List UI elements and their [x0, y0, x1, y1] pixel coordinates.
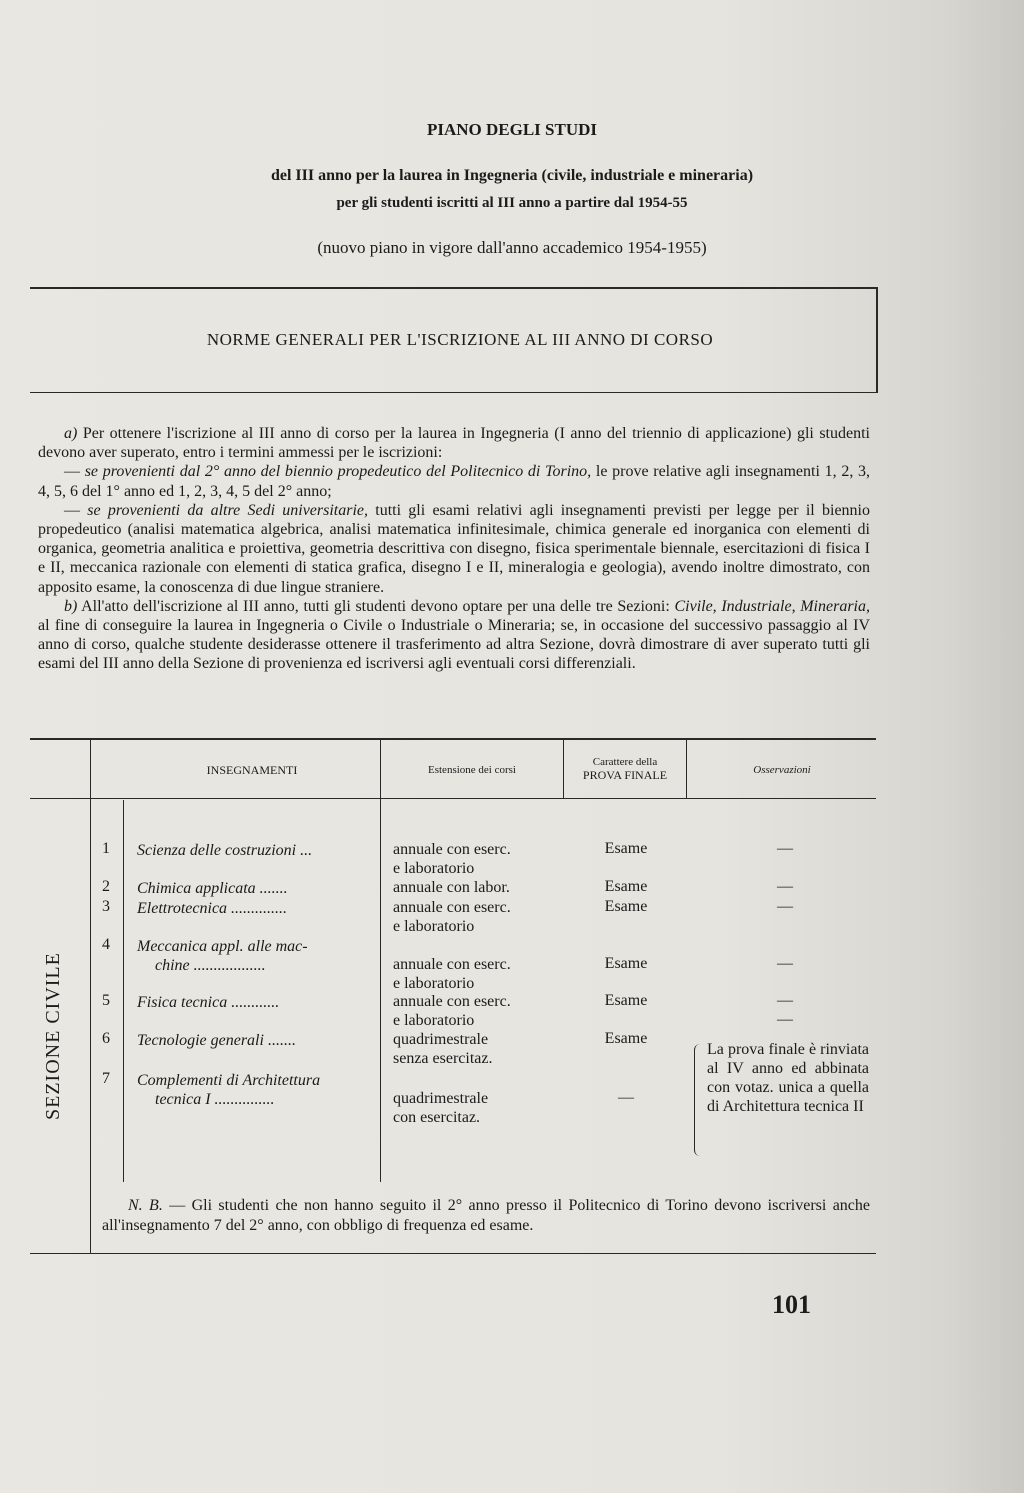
page-subtitle: del III anno per la laurea in Ingegneria (civile, industriale e mineraria)	[270, 167, 754, 184]
row-6-name: Tecnologie generali .......	[137, 1032, 296, 1049]
row-4-obs: —	[777, 955, 793, 972]
row-2-prova: Esame	[604, 878, 648, 895]
box-bottom-rule	[30, 392, 878, 393]
table-header-rule	[30, 798, 876, 799]
row-1-obs: —	[777, 840, 793, 857]
row-6-prova: Esame	[604, 1030, 648, 1047]
row-4-ext-1: annuale con eserc.	[393, 956, 511, 973]
label-b: b)	[64, 597, 78, 615]
row-5-ext-2: e laboratorio	[393, 1012, 475, 1029]
row-1-prova: Esame	[604, 840, 648, 857]
row-3-num: 3	[102, 898, 110, 915]
table-col-rule-2	[123, 800, 124, 1182]
nota-bene	[102, 1196, 870, 1235]
page-title: PIANO DEGLI STUDI	[426, 120, 598, 139]
dash-2: —	[64, 501, 88, 519]
row-1-name: Scienza delle costruzioni ...	[137, 842, 313, 859]
norme-body	[38, 424, 870, 674]
text-b-italic: Civile, Industriale, Mineraria,	[674, 597, 871, 615]
row-4-num: 4	[102, 936, 110, 953]
row-1-num: 1	[102, 840, 110, 857]
dash-1-italic: se provenienti dal 2° anno del biennio propedeutico del Politecnico di Torino,	[84, 463, 592, 481]
paragraph-b	[38, 597, 870, 674]
row-3-obs: —	[777, 898, 793, 915]
row-3-ext-2: e laboratorio	[393, 918, 475, 935]
row-7-num: 7	[102, 1070, 110, 1087]
table-col-rule-3	[380, 740, 381, 1182]
box-top-rule	[30, 287, 878, 289]
row-2-num: 2	[102, 878, 110, 895]
paragraph-a	[38, 424, 870, 462]
text-b-2: al fine di conseguire la laurea in Ingegneria o Civile o Industriale o Mineraria; se, in occasione del successivo passaggio al IV anno di corso, qualche studente desiderasse ottenere il trasferimento ad altra Sezione, dovrà dimostrare di aver superato tutti gli esami del III anno della Sezione di provenienza ed iscriversi agli eventuali corsi differenziali.	[38, 617, 870, 673]
row-5-ext-1: annuale con eserc.	[393, 993, 511, 1010]
page-number: 101	[772, 1290, 811, 1319]
text-a: Per ottenere l'iscrizione al III anno di corso per la laurea in Ingegneria (I anno del triennio di applicazione) gli studenti devono aver superato, entro i termini ammessi per le iscrizioni:	[38, 425, 870, 462]
paragraph-dash-1	[38, 462, 870, 500]
note-brace	[694, 1044, 703, 1156]
row-4-name-2: chine ..................	[155, 957, 266, 974]
row-7-ext-1: quadrimestrale	[393, 1090, 489, 1107]
row-7-note: La prova finale è rinviata al IV anno ed abbinata con votaz. unica a quella di Architettura tecnica II	[707, 1041, 869, 1115]
header-carattere-2: PROVA FINALE	[582, 768, 668, 782]
row-6-num: 6	[102, 1030, 110, 1047]
header-carattere-1: Carattere della	[592, 756, 658, 768]
table-bottom-rule	[30, 1253, 876, 1254]
row-2-obs: —	[777, 878, 793, 895]
row-7-prova: —	[618, 1089, 634, 1106]
page-subtitle-2: per gli studenti iscritti al III anno a partire dal 1954-55	[336, 195, 688, 211]
row-4-ext-2: e laboratorio	[393, 975, 475, 992]
header-insegnamenti: INSEGNAMENTI	[206, 763, 298, 777]
row-4-prova: Esame	[604, 955, 648, 972]
label-a: a)	[64, 425, 78, 442]
page-note: (nuovo piano in vigore dall'anno accademico 1954-1955)	[317, 238, 707, 257]
row-5-num: 5	[102, 992, 110, 1009]
row-6-ext-2: senza esercitaz.	[393, 1050, 493, 1067]
row-3-ext-1: annuale con eserc.	[393, 899, 511, 916]
row-2-name: Chimica applicata .......	[137, 880, 288, 897]
nb-label: N. B.	[128, 1197, 163, 1214]
row-2-ext-1: annuale con labor.	[393, 879, 510, 896]
dash-1: —	[64, 463, 85, 481]
row-3-name: Elettrotecnica ..............	[137, 900, 288, 917]
header-osservazioni: Osservazioni	[753, 764, 811, 776]
row-1-ext-1: annuale con eserc.	[393, 841, 511, 858]
dash-1-text: le prove relative agli insegnamenti 1, 2, 3, 4, 5, 6 del 1° anno ed 1, 2, 3, 4, 5 del 2° anno;	[38, 463, 871, 500]
row-1-ext-2: e laboratorio	[393, 860, 475, 877]
norme-title: NORME GENERALI PER L'ISCRIZIONE AL III ANNO DI CORSO	[206, 330, 714, 349]
nb-text: — Gli studenti che non hanno seguito il 2° anno presso il Politecnico di Torino devono iscriversi anche all'insegnamento 7 del 2° anno, con obbligo di frequenza ed esame.	[102, 1197, 870, 1234]
row-3-prova: Esame	[604, 898, 648, 915]
row-6-obs: —	[777, 1011, 793, 1028]
text-b-1: All'atto dell'iscrizione al III anno, tutti gli studenti devono optare per una delle tre Sezioni:	[77, 597, 675, 615]
row-5-obs: —	[777, 992, 793, 1009]
row-4-name: Meccanica appl. alle mac-	[137, 938, 308, 955]
section-label: SEZIONE CIVILE	[42, 952, 64, 1120]
row-7-name: Complementi di Architettura	[137, 1072, 321, 1089]
paragraph-dash-2	[38, 501, 870, 597]
row-6-ext-1: quadrimestrale	[393, 1031, 489, 1048]
row-7-name-2: tecnica I ...............	[155, 1091, 275, 1108]
dash-2-text: tutti gli esami relativi agli insegnamenti previsti per legge per il biennio propedeutico (analisi matematica algebrica, analisi matematica infinitesimale, chimica generale ed inorganica con elementi di organica, geometria analitica e proiettiva, geometria descrittiva con disegno, fisica sperimentale biennale, esercitazioni di fisica I e II, meccanica razionale con elementi di statica grafica, disegno I e II, mineralogia e geologia), avendo inoltre dimostrato, con apposito esame, la conoscenza di due lingue straniere.	[38, 501, 870, 596]
header-estensione: Estensione dei corsi	[428, 764, 516, 776]
row-5-prova: Esame	[604, 992, 648, 1009]
dash-2-italic: se provenienti da altre Sedi universitarie,	[87, 501, 369, 519]
table-top-rule	[30, 738, 876, 740]
row-7-ext-2: con esercitaz.	[393, 1109, 481, 1126]
row-5-name: Fisica tecnica ............	[137, 994, 280, 1011]
